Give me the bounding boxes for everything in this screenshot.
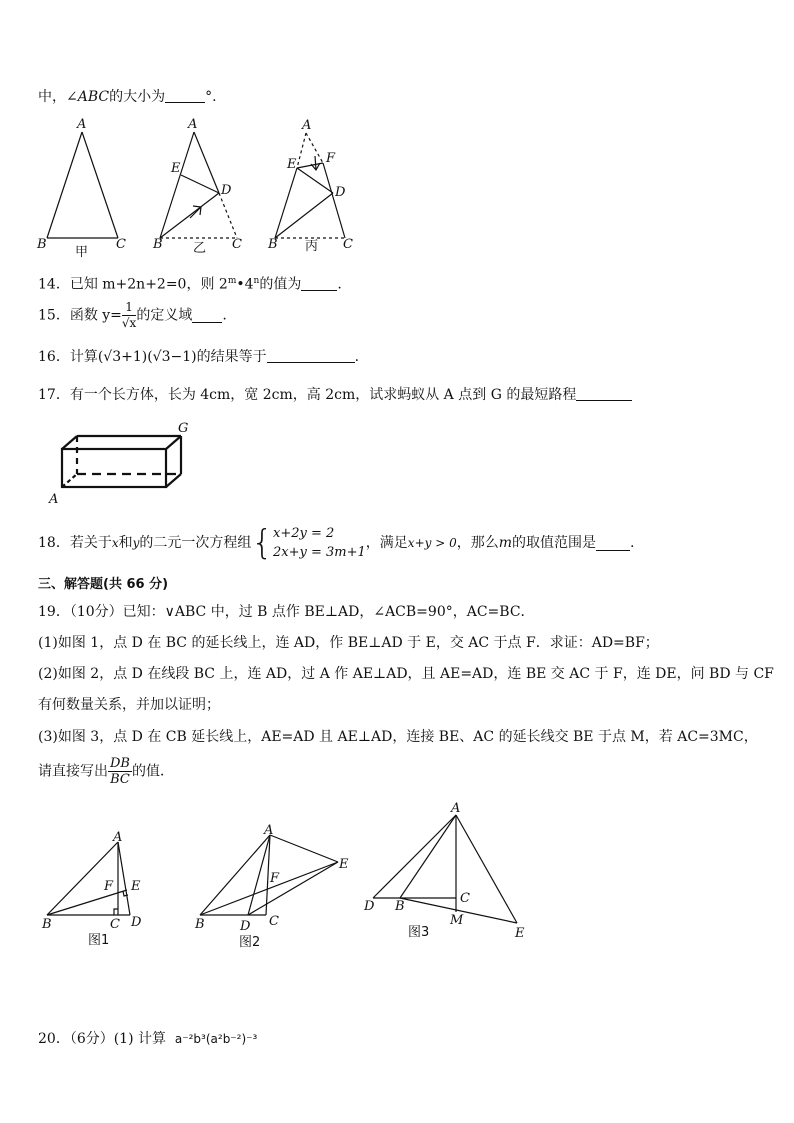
d1-label-c: C xyxy=(110,917,120,932)
d3-label-b: B xyxy=(395,899,405,914)
q20-line xyxy=(38,1030,257,1048)
yi-label-d: D xyxy=(221,183,232,198)
jia-caption: 甲 xyxy=(75,245,89,260)
d2-label-f: F xyxy=(270,871,280,886)
bing-caption: 丙 xyxy=(305,239,319,254)
q19-line-5: (3)如图 3，点 D 在 CB 延长线上，AE=AD 且 AE⊥AD，连接 BE、AC 的延长线交 BE 于点 M，若 AC=3MC， xyxy=(38,729,758,745)
d1-label-d: D xyxy=(131,915,142,930)
q18-condition: x+y > 0 xyxy=(407,536,457,550)
d1-label-e: E xyxy=(131,879,141,894)
yi-label-c: C xyxy=(232,237,242,252)
yi-label-a: A xyxy=(188,117,198,132)
q13-angle: ABC xyxy=(77,89,110,105)
q19-line-6-prefix: 请直接写出 xyxy=(38,763,108,780)
yi-caption: 乙 xyxy=(193,241,207,256)
q20-text: 20．（6分）(1) 计算 xyxy=(38,1031,167,1047)
d3-label-e: E xyxy=(515,926,525,941)
d2-label-b: B xyxy=(195,917,205,932)
q18-brace: { xyxy=(251,523,274,563)
q18-eq2: 2x+y = 3m+1 xyxy=(273,545,366,560)
q18-var-x: x xyxy=(111,536,119,550)
q13-prefix: 中，∠ xyxy=(38,89,78,105)
q19-frac-denominator: BC xyxy=(110,772,130,787)
q15-end: . xyxy=(222,307,227,324)
q18-var-y: y xyxy=(132,536,140,550)
q19-line-3: (2)如图 2，点 D 在线段 BC 上，连 AD，过 A 作 AE⊥AD，且 AE=AD，连 BE 交 AC 于 F，连 DE，问 BD 与 CF xyxy=(38,666,774,682)
q15-numerator: 1 xyxy=(122,300,136,316)
q17-text: 17．有一个长方体，长为 4cm，宽 2cm，高 2cm，试求蚂蚁从 A 点到 G 的最短路程 xyxy=(38,387,577,403)
d3-label-m: M xyxy=(450,913,464,928)
q13-degree: °. xyxy=(205,89,217,105)
q19-line-1: 19．（10分）已知：∨ABC 中，过 B 点作 BE⊥AD，∠ACB=90°，AC=BC． xyxy=(38,604,535,620)
q18-eq1: x+2y = 2 xyxy=(273,526,335,541)
yi-label-e: E xyxy=(171,161,181,176)
q18-and: 和 xyxy=(118,535,133,551)
bing-label-f: F xyxy=(326,151,336,166)
d1-caption: 图1 xyxy=(88,933,110,948)
d2-label-e: E xyxy=(339,857,349,872)
d2-caption: 图2 xyxy=(239,935,261,950)
d1-label-a: A xyxy=(113,830,123,845)
q14-exp-m: m xyxy=(227,276,237,286)
q19-line-6-suffix: 的值． xyxy=(131,763,174,780)
cuboid-label-a: A xyxy=(49,492,59,507)
q19-line-2: (1)如图 1，点 D 在 BC 的延长线上，连 AD，作 BE⊥AD 于 E，交 AC 于点 F．求证：AD=BF； xyxy=(38,635,659,651)
d3-label-c: C xyxy=(460,891,470,906)
d1-label-f: F xyxy=(104,879,114,894)
d1-label-b: B xyxy=(42,917,52,932)
q18-tail: 的取值范围是 xyxy=(512,535,596,551)
q18-cond-suffix: ，那么 xyxy=(456,535,499,551)
d2-label-d: D xyxy=(240,919,251,934)
bing-label-e: E xyxy=(287,157,297,172)
q14-suffix: 的值为 xyxy=(259,276,302,293)
q15-denominator: √x xyxy=(121,316,137,330)
d3-label-d: D xyxy=(364,899,375,914)
diagram-1 xyxy=(47,842,130,915)
jia-label-b: B xyxy=(37,237,47,252)
jia-label-a: A xyxy=(77,117,87,132)
q18-end: . xyxy=(630,535,635,551)
q14-text: 14．已知 m+2n+2=0，则 2 xyxy=(38,276,228,293)
d3-label-a: A xyxy=(451,801,461,816)
q15-suffix: 的定义域 xyxy=(136,307,193,324)
q18-mid: 的二元一次方程组 xyxy=(139,535,252,551)
q16-prefix: 16．计算 xyxy=(38,349,98,365)
q14-mid: •4 xyxy=(236,276,254,293)
q13-suffix: 的大小为 xyxy=(109,89,166,105)
q16-expression: (√3+1)(√3−1) xyxy=(97,349,197,365)
q18-prefix: 18．若关于 xyxy=(38,535,112,551)
yi-label-b: B xyxy=(153,237,163,252)
q19-frac-numerator: DB xyxy=(110,756,130,771)
q15-prefix: 15．函数 y= xyxy=(38,307,122,324)
bing-label-c: C xyxy=(343,237,353,252)
q18-var-m: m xyxy=(498,535,512,551)
section-3-title: 三、解答题(共 66 分) xyxy=(38,577,169,592)
q19-line-4: 有何数量关系，并加以证明； xyxy=(38,697,220,713)
q16-end: . xyxy=(354,349,360,365)
bing-label-b: B xyxy=(268,237,278,252)
bing-label-a: A xyxy=(302,118,312,133)
cuboid-label-g: G xyxy=(178,421,189,436)
q18-cond-prefix: ，满足 xyxy=(365,535,408,551)
bing-label-d: D xyxy=(335,185,346,200)
q16-suffix: 的结果等于 xyxy=(196,349,267,365)
q14-end: . xyxy=(337,276,342,293)
q20-expression: a⁻²b³(a²b⁻²)⁻³ xyxy=(174,1032,258,1046)
d3-caption: 图3 xyxy=(408,925,430,940)
d2-label-c: C xyxy=(269,914,279,929)
jia-label-c: C xyxy=(116,237,126,252)
d2-label-a: A xyxy=(264,823,274,838)
q14-exp-n: n xyxy=(253,276,260,286)
diagram-2 xyxy=(200,835,338,915)
